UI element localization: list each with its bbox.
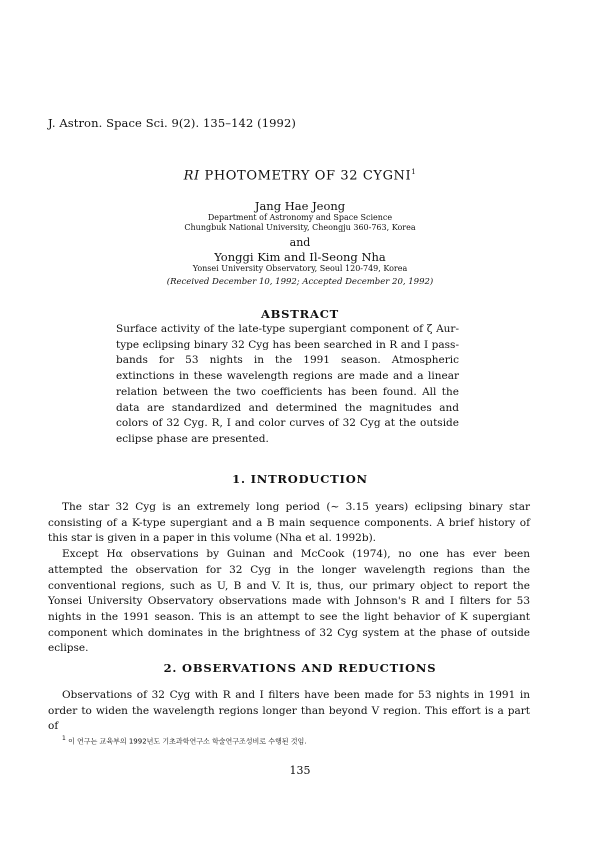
footnote-text: 이 연구는 교육부의 1992년도 기초과학연구소 학술연구조성비로 수행된 것임. xyxy=(68,737,307,746)
abstract-heading: ABSTRACT xyxy=(260,307,340,321)
section-1-body xyxy=(48,500,530,657)
section-1-paragraph-1: The star 32 Cyg is an extremely long period (∼ 3.15 years) eclipsing binary star consisting of a K-type supergiant and a B main sequence components. A brief history of this star is given in a paper in this volume (Nha et al. 1992b). xyxy=(48,501,530,545)
journal-reference: J. Astron. Space Sci. 9(2). 135–142 (1992) xyxy=(48,116,296,130)
author-2-affiliation: Yonsei University Observatory, Seoul 120-749, Korea xyxy=(192,264,408,273)
author-2-names: Yonggi Kim and Il-Seong Nha xyxy=(214,250,386,264)
paper-title xyxy=(0,168,600,183)
author-1-name: Jang Hae Jeong xyxy=(254,199,346,213)
title-italic-prefix: RI xyxy=(183,168,200,184)
section-2-paragraph-1: Observations of 32 Cyg with R and I filters have been made for 53 nights in 1991 in order to widen the wavelength regions longer than beyond V region. This effort is a part of xyxy=(48,689,530,733)
section-2-body xyxy=(48,688,530,735)
received-dates: (Received December 10, 1992; Accepted December 20, 1992) xyxy=(166,277,434,287)
section-1-heading: 1. INTRODUCTION xyxy=(232,472,368,486)
author-1-affiliation-line-1: Department of Astronomy and Space Science xyxy=(207,213,393,222)
title-main: PHOTOMETRY OF 32 CYGNI xyxy=(199,168,412,184)
abstract-body: Surface activity of the late-type supergiant component of ζ Aur-type eclipsing binary 32 Cyg has been searched in R and I pass-bands for 53 nights in the 1991 season. Atmospheric extinctions in these wavelength regions are made and a linear relation between the two coefficients has been found. All the data are standardized and determined the magnitudes and colors of 32 Cyg. R, I and color curves of 32 Cyg at the outside eclipse phase are presented. xyxy=(116,323,459,445)
authors-separator: and xyxy=(289,236,311,249)
page-number: 135 xyxy=(289,764,311,777)
footnote xyxy=(62,735,307,746)
footnote-mark: 1 xyxy=(62,735,66,742)
section-2-heading: 2. OBSERVATIONS AND REDUCTIONS xyxy=(163,661,437,675)
title-footnote-mark: 1 xyxy=(411,168,417,176)
author-1-affiliation-line-2: Chungbuk National University, Cheongju 360-763, Korea xyxy=(184,223,416,232)
section-1-paragraph-2: Except Hα observations by Guinan and McCook (1974), no one has ever been attempted the observation for 32 Cyg in the longer wavelength regions than the conventional regions, such as U, B and V. It is, thus, our primary object to report the Yonsei University Observatory observations made with Johnson's R and I filters for 53 nights in the 1991 season. This is an attempt to see the light behavior of K supergiant component which dominates in the brightness of 32 Cyg system at the phase of outside eclipse. xyxy=(48,548,530,655)
